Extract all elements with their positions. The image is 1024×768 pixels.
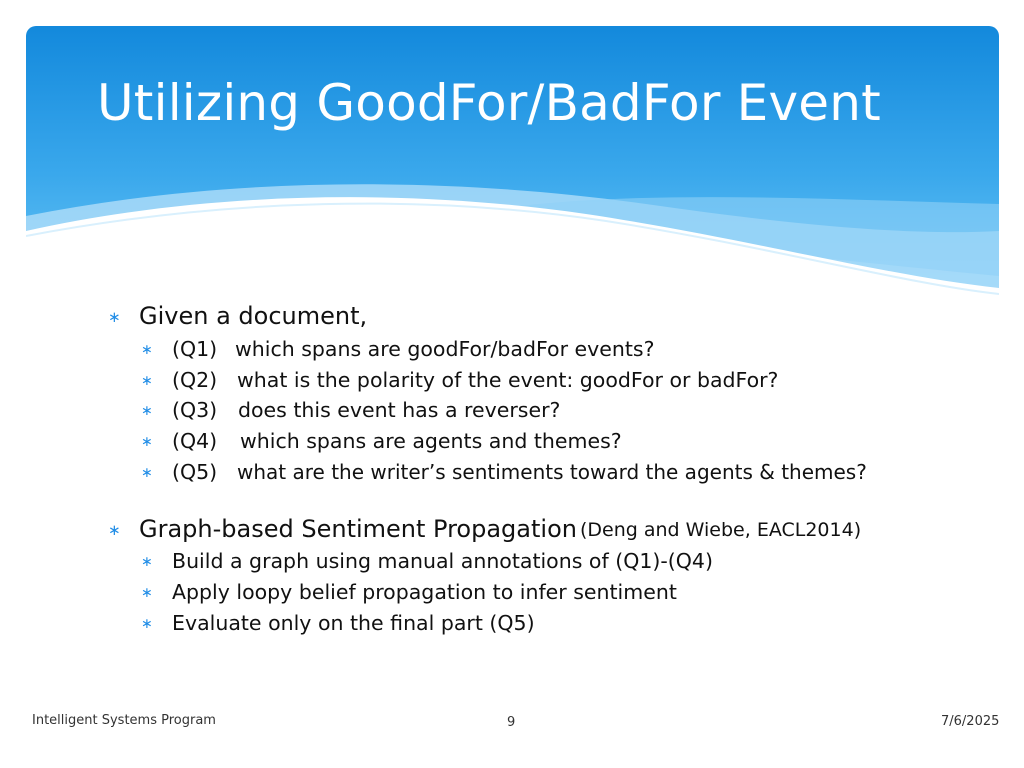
bullet-text: Build a graph using manual annotations of (Q1)-(Q4) [172,549,713,573]
bullet-icon: ∗ [108,308,121,326]
bullet-icon: ∗ [141,373,153,389]
bullet-text: Given a document, [139,302,368,330]
footer-slide-number: 9 [507,715,516,730]
bullet-icon: ∗ [141,585,153,601]
bullet-icon: ∗ [108,521,121,539]
question-text: what are the writer’s sentiments toward the agents & themes? [237,460,867,484]
bullet-text: Apply loopy belief propagation to infer sentiment [172,580,677,604]
question-code: (Q4) [172,429,218,453]
question-code: (Q2) [172,368,218,392]
citation: (Deng and Wiebe, EACL2014) [580,519,862,541]
bullet-icon: ∗ [141,342,153,358]
slide-title: Utilizing GoodFor/BadFor Event [97,74,881,132]
bullet-text: Evaluate only on the final part (Q5) [172,611,535,635]
footer-date: 7/6/2025 [941,714,1000,729]
question-code: (Q5) [172,460,218,484]
bullet-icon: ∗ [141,616,153,632]
question-code: (Q3) [172,398,218,422]
question-text: does this event has a reverser? [238,398,561,422]
question-text: what is the polarity of the event: goodFor or badFor? [237,368,779,392]
bullet-icon: ∗ [141,554,153,570]
bullet-icon: ∗ [141,434,153,450]
footer-program-name: Intelligent Systems Program [32,713,216,728]
bullet-icon: ∗ [141,403,153,419]
question-text: which spans are agents and themes? [240,429,622,453]
question-code: (Q1) [172,337,218,361]
bullet-text: Graph-based Sentiment Propagation [139,515,577,543]
question-text: which spans are goodFor/badFor events? [235,337,655,361]
bullet-icon: ∗ [141,465,153,481]
